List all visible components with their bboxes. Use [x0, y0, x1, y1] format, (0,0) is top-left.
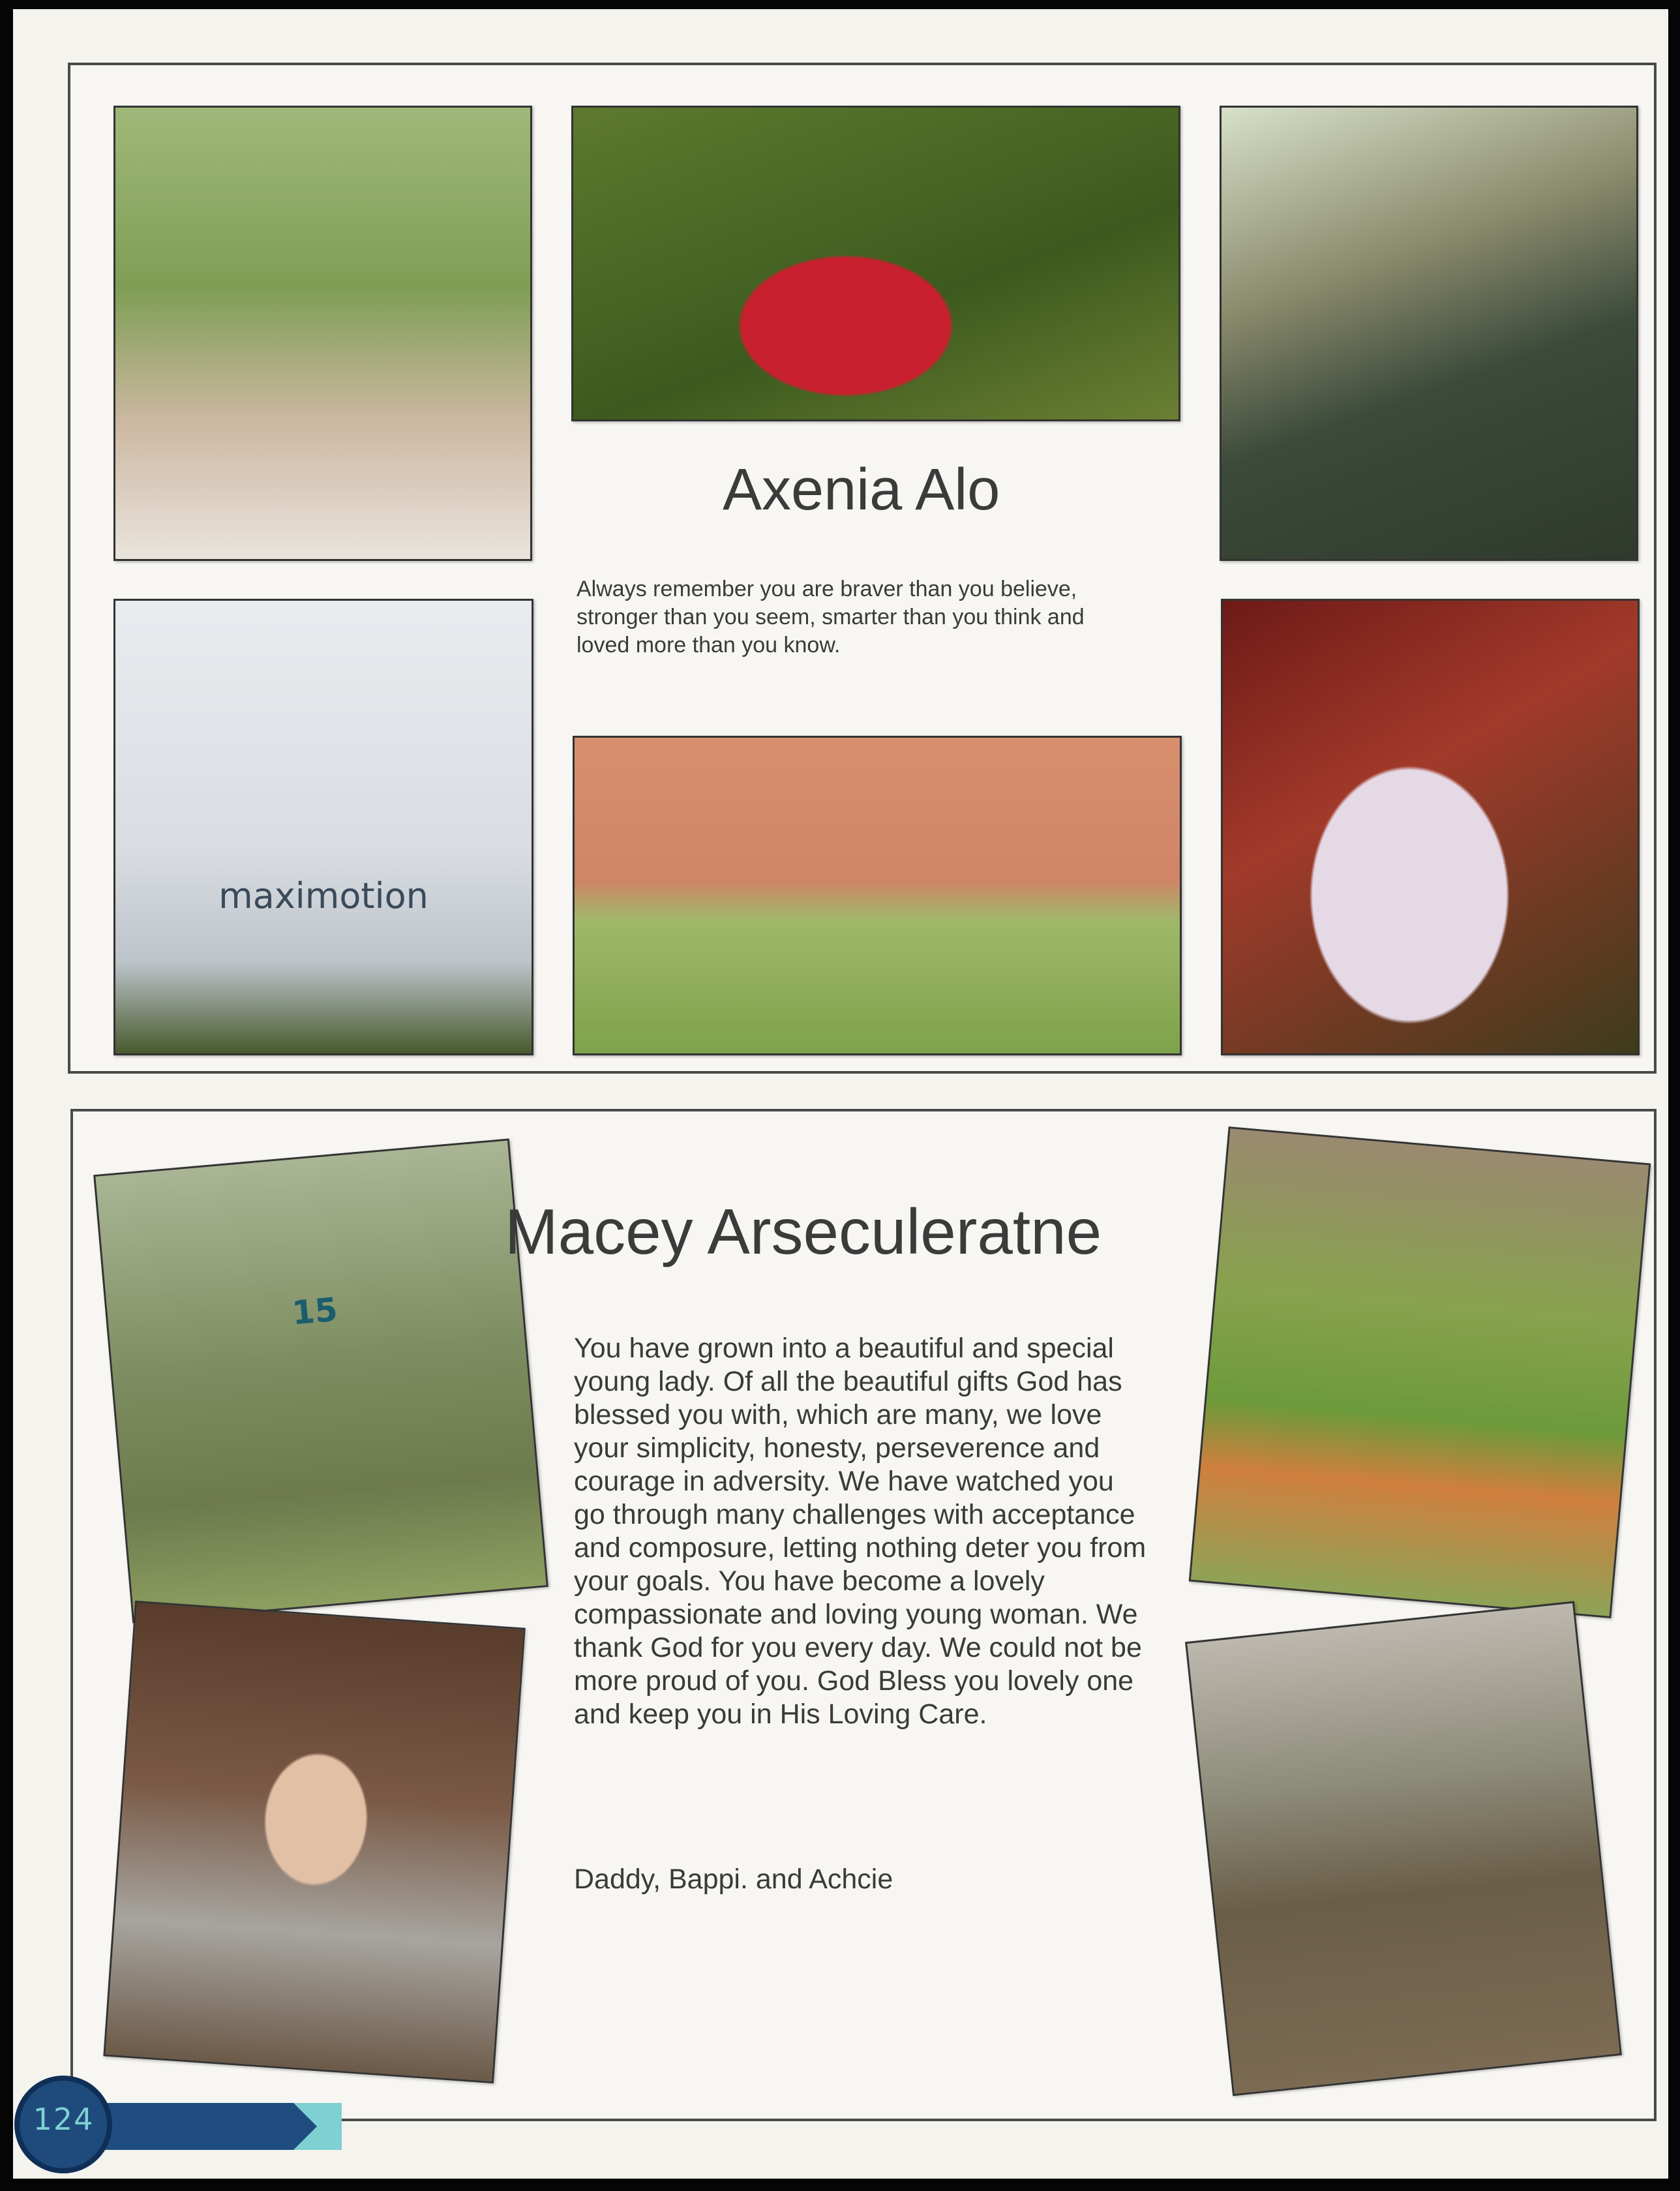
student-message: Always remember you are braver than you believe, stronger than you seem, smarter than you think and loved more than you know.	[577, 577, 1085, 657]
student-name: Axenia Alo	[723, 457, 1000, 522]
toddler-in-red-car-photo	[571, 106, 1180, 421]
yearbook-page	[13, 9, 1668, 2179]
family-group-photo	[1220, 106, 1638, 561]
toddler-in-coat-photo	[1221, 599, 1640, 1055]
soccer-goalkeeper-photo	[573, 736, 1182, 1055]
banner-text: maximotion	[218, 875, 428, 916]
soccer-uniform-photo	[93, 1138, 548, 1623]
senior-portrait-photo	[113, 106, 532, 561]
student-panel-top	[68, 63, 1657, 1074]
badge-ribbon-tail	[293, 2103, 342, 2150]
page-number: 124	[33, 2102, 95, 2137]
badge-ribbon	[104, 2103, 326, 2150]
toddler-with-glasses-photo	[103, 1601, 525, 2083]
message-signature: Daddy, Bappi. and Achcie	[574, 1864, 893, 1895]
student-panel-bottom	[70, 1109, 1657, 2121]
jersey-number: 15	[290, 1290, 339, 1333]
page-number-badge	[13, 2070, 352, 2179]
student-name: Macey Arseculeratne	[505, 1196, 1102, 1267]
student-message: You have grown into a beautiful and special young lady. Of all the beautiful gifts God has blessed you with, which are many, we love your simplicity, honesty, perseverence and courage in adversity. We have watched you go through many challenges with acceptance and composure, letting nothing deter you from your goals. You have become a lovely compassionate and loving young woman. We thank God for you every day. We could not be more proud of you. God Bless you lovely one and keep you in His Loving Care.	[574, 1333, 1147, 1730]
seated-portrait-photo	[1189, 1126, 1651, 1618]
soccer-trophy-photo	[113, 599, 533, 1055]
child-in-traditional-dress-photo	[1185, 1601, 1622, 2096]
